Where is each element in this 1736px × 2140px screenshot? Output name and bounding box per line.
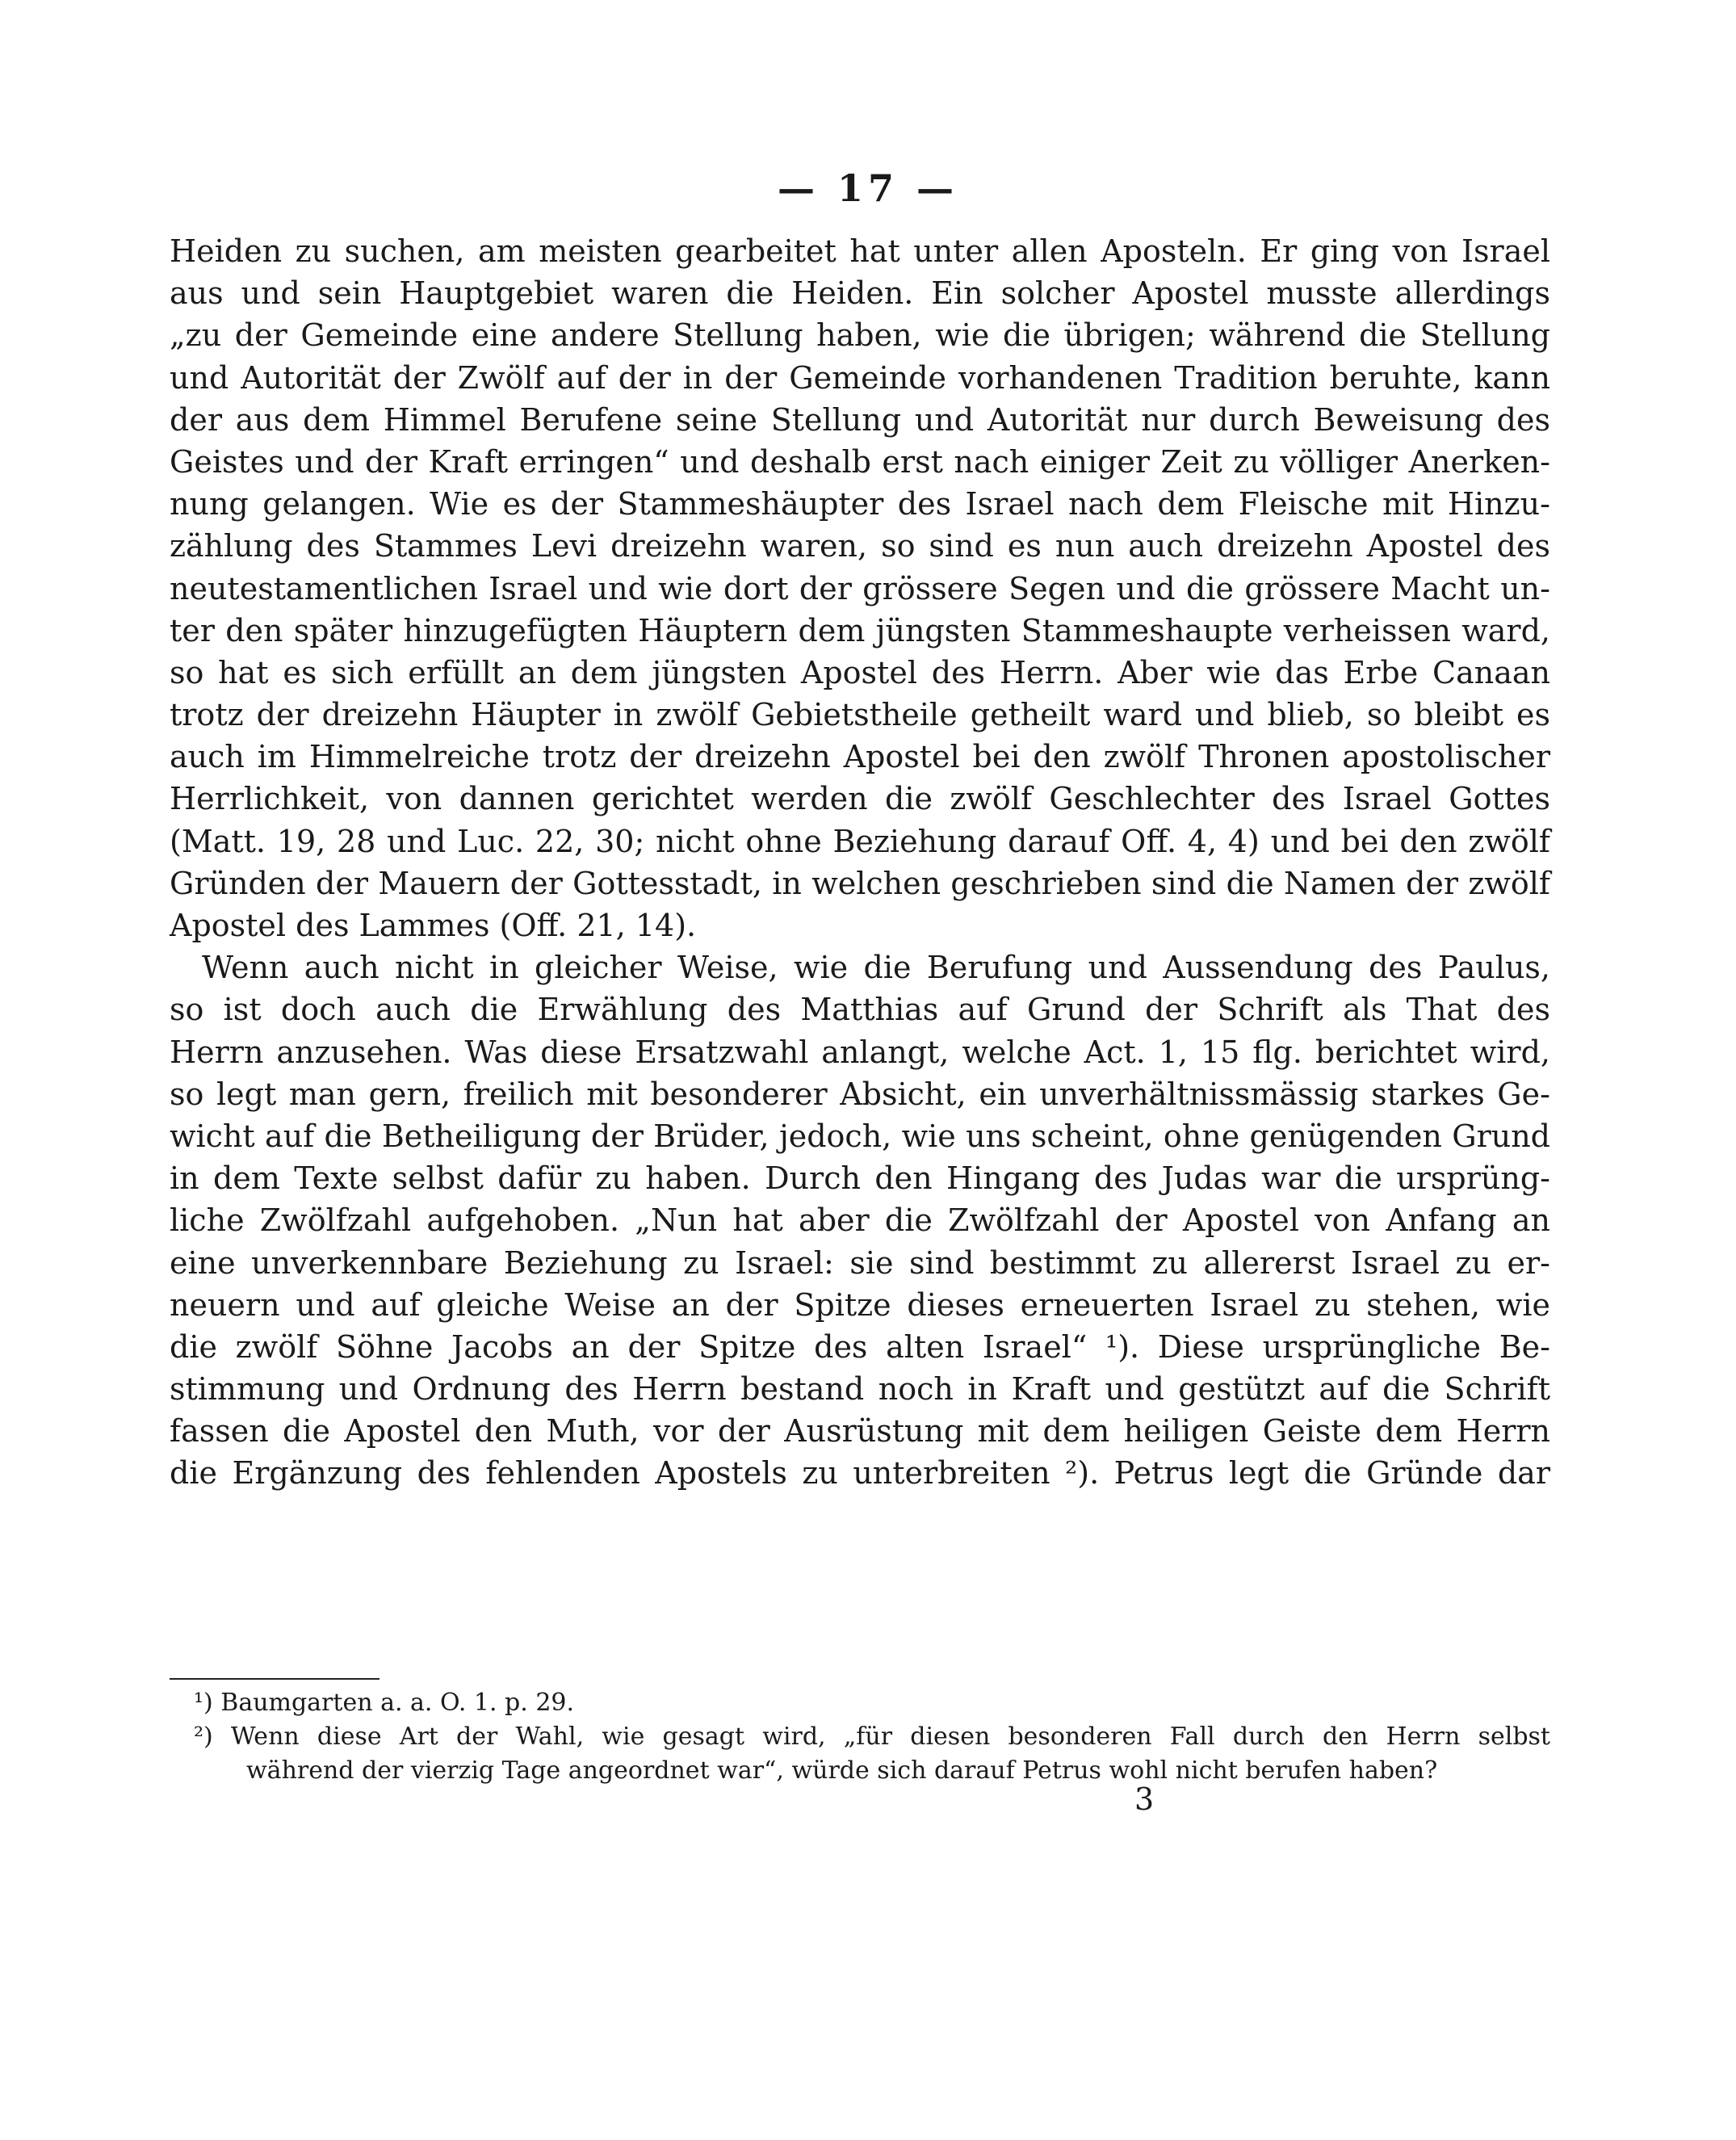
footnote-divider — [170, 1678, 379, 1680]
footnote-1: ¹) Baumgarten a. a. O. 1. p. 29. — [194, 1689, 575, 1717]
text-line: (Matt. 19, 28 und Luc. 22, 30; nicht ohne Beziehung darauf Off. 4, 4) und bei den zwölf — [170, 823, 1550, 859]
text-line: Herrn anzusehen. Was diese Ersatzwahl anlangt, welche Act. 1, 15 flg. berichtet wird, — [170, 1034, 1550, 1070]
text-line: auch im Himmelreiche trotz der dreizehn Apostel bei den zwölf Thronen apostolischer — [170, 739, 1550, 775]
text-line: neutestamentlichen Israel und wie dort der grössere Segen und die grössere Macht un- — [170, 570, 1550, 606]
text-line: Herrlichkeit, von dannen gerichtet werden die zwölf Geschlechter des Israel Gottes — [170, 781, 1550, 817]
text-line: aus und sein Hauptgebiet waren die Heiden. Ein solcher Apostel musste allerdings — [170, 275, 1550, 312]
text-line: Geistes und der Kraft erringen“ und deshalb erst nach einiger Zeit zu völliger Anerken- — [170, 443, 1550, 480]
text-line: Apostel des Lammes (Off. 21, 14). — [170, 908, 697, 943]
text-line: trotz der dreizehn Häupter in zwölf Gebietstheile getheilt ward und blieb, so bleibt es — [170, 697, 1550, 733]
text-line: wicht auf die Betheiligung der Brüder, jedoch, wie uns scheint, ohne genügenden Grund — [170, 1118, 1550, 1154]
footnote-2-continued: während der vierzig Tage angeordnet war“, würde sich darauf Petrus wohl nicht berufen haben? — [246, 1756, 1438, 1785]
text-line: liche Zwölfzahl aufgehoben. „Nun hat aber die Zwölfzahl der Apostel von Anfang an — [170, 1202, 1550, 1239]
signature-mark: 3 — [1134, 1781, 1155, 1817]
page-number: — 17 — — [777, 166, 959, 210]
text-line: stimmung und Ordnung des Herrn bestand noch in Kraft und gestützt auf die Schrift — [170, 1371, 1550, 1408]
text-line: so hat es sich erfüllt an dem jüngsten Apostel des Herrn. Aber wie das Erbe Canaan — [170, 654, 1550, 690]
text-line: neuern und auf gleiche Weise an der Spitze dieses erneuerten Israel zu stehen, wie — [170, 1286, 1550, 1323]
text-line: nung gelangen. Wie es der Stammeshäupter des Israel nach dem Fleische mit Hinzu- — [170, 486, 1550, 522]
text-line: zählung des Stammes Levi dreizehn waren, so sind es nun auch dreizehn Apostel des — [170, 528, 1550, 564]
text-line: in dem Texte selbst dafür zu haben. Durch den Hingang des Judas war die ursprüng- — [170, 1160, 1550, 1197]
text-line: der aus dem Himmel Berufene seine Stellung und Autorität nur durch Beweisung des — [170, 401, 1550, 438]
text-line: so legt man gern, freilich mit besonderer Absicht, ein unverhältnissmässig starkes Ge- — [170, 1076, 1550, 1112]
text-line: eine unverkennbare Beziehung zu Israel: sie sind bestimmt zu allererst Israel zu er- — [170, 1244, 1550, 1281]
text-line: so ist doch auch die Erwählung des Matthias auf Grund der Schrift als That des — [170, 992, 1550, 1028]
text-line: und Autorität der Zwölf auf der in der Gemeinde vorhandenen Tradition beruhte, kann — [170, 359, 1550, 396]
body-text — [170, 230, 1550, 1495]
text-line: fassen die Apostel den Muth, vor der Ausrüstung mit dem heiligen Geiste dem Herrn — [170, 1413, 1550, 1450]
text-line: ter den später hinzugefügten Häuptern dem jüngsten Stammeshaupte verheissen ward, — [170, 612, 1550, 648]
text-line: Heiden zu suchen, am meisten gearbeitet hat unter allen Aposteln. Er ging von Israel — [170, 233, 1550, 269]
text-line: „zu der Gemeinde eine andere Stellung haben, wie die übrigen; während die Stellung — [170, 317, 1550, 354]
text-line: die Ergänzung des fehlenden Apostels zu unterbreiten ²). Petrus legt die Gründe dar — [170, 1455, 1550, 1492]
text-line: Gründen der Mauern der Gottesstadt, in welchen geschrieben sind die Namen der zwölf — [170, 865, 1550, 901]
footnotes — [194, 1686, 1550, 1788]
text-line: Wenn auch nicht in gleicher Weise, wie die Berufung und Aussendung des Paulus, — [202, 950, 1550, 986]
text-line: die zwölf Söhne Jacobs an der Spitze des alten Israel“ ¹). Diese ursprüngliche Be- — [170, 1328, 1550, 1365]
footnote-2: ²) Wenn diese Art der Wahl, wie gesagt wird, „für diesen besonderen Fall durch den Herrn selbst — [194, 1722, 1550, 1751]
